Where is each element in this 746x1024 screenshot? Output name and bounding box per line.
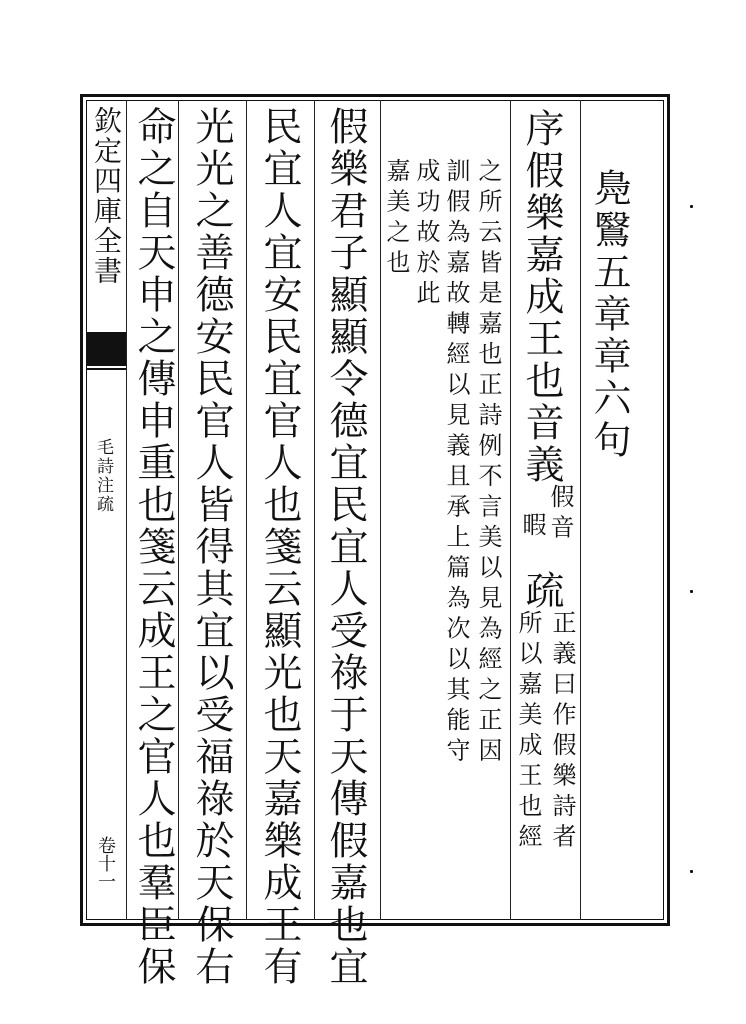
gutter-fishtail [86,332,126,366]
gutter-folio: 卷十一 [95,836,116,890]
annotation-note: 假音 [546,484,574,545]
column-rule [246,100,247,920]
gutter-fishtail-line [86,368,126,370]
column-rule [314,100,315,920]
text-column: 命之自天申之傳申重也箋云成王之官人也羣臣保 [131,106,176,988]
text-column: 光光之善德安民官人皆得其宜以受福祿於天保右 [189,106,234,988]
gutter-title: 欽定四庫全書 [90,106,123,286]
scan-speck [690,870,693,873]
gutter-book-title: 毛詩注疏 [93,438,113,514]
text-column: 假樂君子顯顯令德宜民宜人受祿于天傳假嘉也宜 [323,106,368,988]
text-column-preface: 序假樂嘉成王也音義 [519,108,564,486]
commentary-text: 之所云皆是嘉也正詩例不言美以見為經之正因 [474,158,502,768]
column-rule [510,100,511,920]
commentary-text: 訓假為嘉故轉經以見義且承上篇為次以其能守 [442,158,470,768]
column-rule [380,100,381,920]
column-rule [178,100,179,920]
column-rule [580,100,581,920]
commentary-text: 嘉美之也 [382,158,410,280]
commentary-text: 成功故於此 [412,158,440,311]
commentary-text: 所以嘉美成王也經 [514,610,542,854]
column-rule [126,100,127,920]
scan-speck [690,590,693,593]
annotation-note: 暇 [518,512,546,543]
commentary-marker: 疏 [519,570,564,612]
chapter-title: 鳧鷖五章章六句 [587,168,631,462]
text-column: 民宜人宜安民宜官人也箋云顯光也天嘉樂成王有 [257,106,302,988]
scan-speck [690,205,693,208]
commentary-text: 正義曰作假樂詩者 [548,610,576,854]
